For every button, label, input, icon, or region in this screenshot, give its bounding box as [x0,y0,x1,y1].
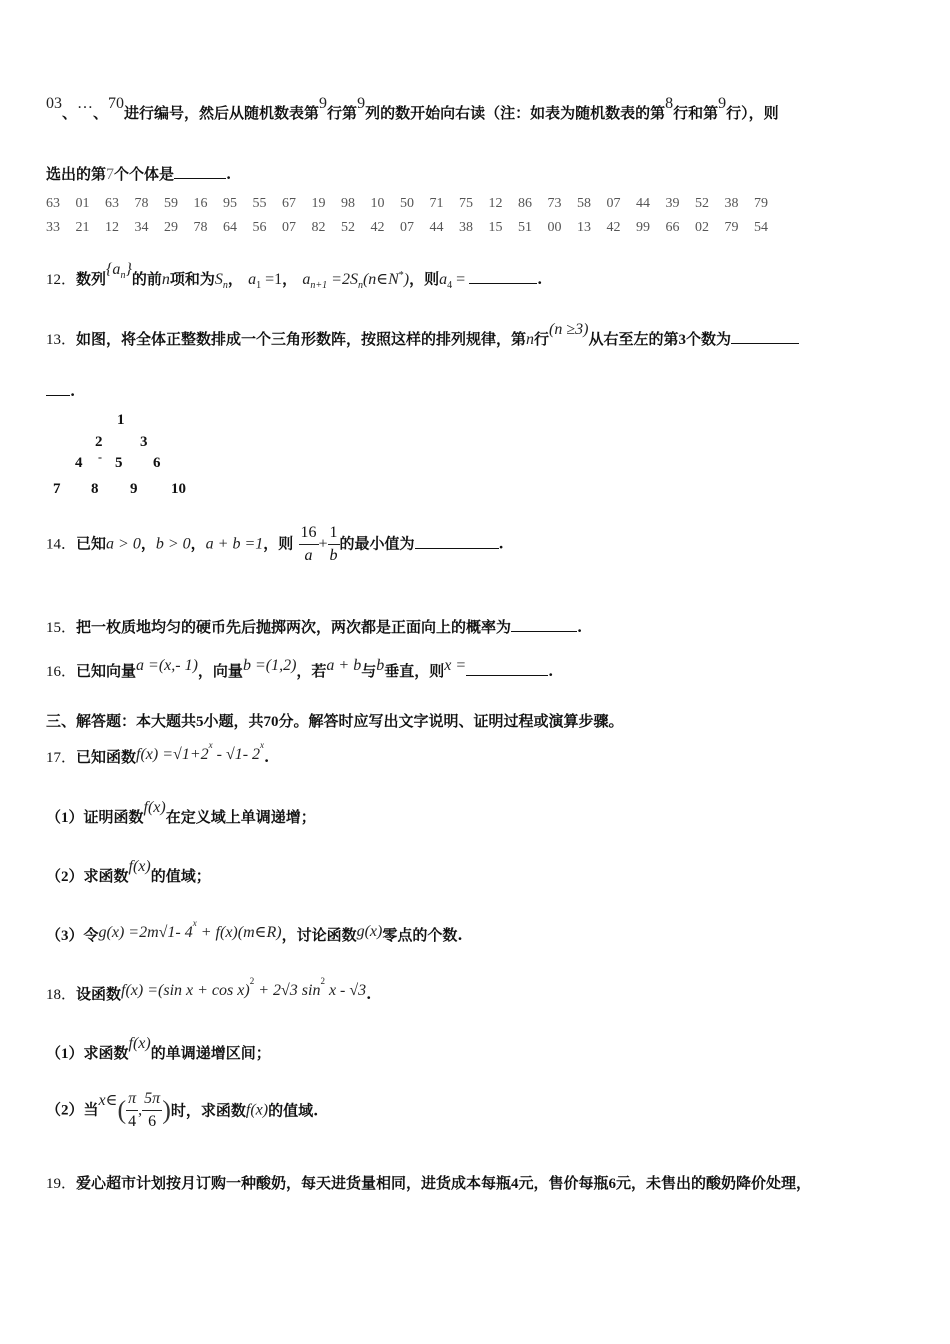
q11-math: 8 [665,95,674,112]
q12-math: * [398,270,404,281]
q18-math: f(x) [245,1101,269,1119]
q18-text: 的单调递增区间； [150,1044,271,1062]
q17-part-3 [46,918,463,945]
question-16 [46,657,554,681]
answer-blank [174,177,226,179]
sec3-text: 三、解答题：本大题共 [46,712,197,730]
q18-math: + 2√3 sin [254,982,321,999]
q12-math: 1 [256,280,262,291]
q16-math: a + b [326,657,362,674]
q17-text: 零点的个数. [382,926,463,944]
question-number: 16． [46,664,77,680]
q16-text: 已知向量 [76,662,137,680]
sec3-text: 70 [263,714,279,730]
q11-line2 [46,163,231,184]
q18-text: 求函数 [83,1044,129,1062]
q17-text: 在定义域上单调递增； [165,808,316,826]
q19-text: 爱心超市计划按月订购一种酸奶，每天进货量相同，进货成本每瓶 [76,1174,512,1192]
q11-text: 行第 [327,104,358,122]
sec3-text: 分。解答时应写出文字说明、证明过程或演算步骤。 [278,712,624,730]
question-14 [46,522,504,567]
q18-text: 当 [83,1100,99,1119]
q14-text: ， [190,534,206,553]
tri-num: 9 [130,481,138,497]
tri-num: 2 [95,434,103,450]
q12-math: n+1 [310,280,328,291]
frac-denominator: 4 [128,1113,137,1130]
q18-text: 的值域. [268,1101,319,1120]
q18-math: f(x) =(sin x + cos x) [121,982,250,999]
q18-text: 设函数 [76,985,122,1003]
q12-math: ) [403,271,410,288]
q13-math: (n ≥3) [549,321,589,338]
q17-math: f(x) [143,799,166,816]
fraction-5pi-over-6 [142,1088,162,1133]
q16-math: a =(x,- 1) [136,657,198,674]
q17-math: f(x) [128,858,151,875]
q14-text: . [498,534,504,553]
q12-text: ， [282,270,298,288]
q18-math: f(x) [128,1035,151,1052]
part-number: （2） [46,1102,84,1119]
answer-blank [415,547,499,549]
part-number: （2） [46,869,84,885]
q11-line1 [46,95,779,123]
q12-text: . [537,270,543,288]
q14-text: ，则 [263,534,294,553]
q12-math: = [452,271,466,288]
q14-text: 已知 [76,534,107,553]
q17-text: ，讨论函数 [281,926,357,944]
q14-text: 的最小值为 [339,534,415,553]
answer-blank [469,282,537,284]
tri-num: 8 [91,481,99,497]
q11-text: 选出的第 [46,165,107,183]
q11-math-70: 70 [108,95,125,112]
question-number: 14． [46,536,77,553]
random-table-row-8: 63 01 63 78 59 16 95 55 67 19 98 10 50 71 75 12 86 73 58 07 44 39 52 38 79 [46,196,768,211]
q11-math-ellipsis: … [77,95,94,112]
frac-numerator: 5π [142,1088,162,1111]
q13-text: 从右至左的第 [588,330,679,348]
question-number: 15． [46,620,77,636]
frac-numerator: π [126,1088,138,1111]
q18-math: 2 [249,976,255,986]
q14-math: + [318,535,328,553]
q12-math: =1 [261,271,283,288]
q18-math: 2 [320,976,325,986]
q19-text: 6 [608,1176,617,1192]
q17-text: 证明函数 [83,808,144,826]
q12-math: (n∈N [362,271,399,288]
q11-sep: 、 [93,104,109,122]
q12-math: a [248,271,257,288]
sec3-text: 小题，共 [203,712,264,730]
q11-math: 7 [106,166,115,183]
q14-text: ， [140,534,156,553]
q16-text: ，向量 [197,662,243,680]
q11-math-03: 03 [46,95,62,112]
frac-denominator: a [304,547,313,564]
q12-math: } [125,261,132,278]
q13-text: 3 [678,332,686,348]
q17-math: - √1- 2 [212,746,261,763]
question-12 [46,261,543,291]
q12-math: n [357,280,363,291]
q11-sep: 、 [62,104,78,122]
question-number: 17． [46,750,77,766]
q13-text: 行 [534,330,550,348]
q12-math: a [302,271,311,288]
q19-text: 元，未售出的酸奶降价处理， [616,1174,812,1192]
q11-text: 列的数开始向右读（注：如表为随机数表的第 [365,104,666,122]
q18-part-2 [46,1088,318,1133]
q17-text: 求函数 [83,867,129,885]
fraction-pi-over-4 [126,1088,138,1133]
q11-math: 9 [357,95,366,112]
frac-numerator: 16 [299,522,319,545]
q17-math: x [192,918,197,928]
q12-text: 项和为 [169,270,215,288]
q19-text: 4 [511,1176,519,1192]
q12-math: S [214,271,223,288]
sec3-text: 5 [196,714,204,730]
q15-text: . [577,618,583,636]
tri-num: 10 [171,481,186,497]
part-number: （3） [46,928,84,944]
tri-num: 6 [153,455,161,471]
question-17 [46,740,270,767]
q17-math: x [260,740,265,750]
q13-math: n [526,331,535,348]
q12-math: n [161,271,170,288]
question-13 [46,321,799,349]
q12-text: 的前 [131,270,162,288]
q12-math: n [222,280,228,291]
answer-blank [46,394,70,396]
q12-math: n [120,270,126,281]
fraction-1-over-b [328,522,340,567]
question-number: 18． [46,987,77,1003]
fraction-16-over-a [299,522,319,567]
q12-math: a [439,271,448,288]
q17-text: . [264,748,270,766]
frac-numerator: 1 [328,522,340,545]
q16-text: . [548,662,554,680]
q18-text: 时，求函数 [170,1101,246,1120]
q16-text: 垂直，则 [384,662,445,680]
q17-text: 已知函数 [76,748,137,766]
q16-math: x = [444,657,467,674]
q16-text: 与 [361,662,377,680]
q11-text: 行），则 [726,104,779,122]
q18-math: x∈ [98,1091,118,1109]
q16-math: b [376,657,385,674]
q14-math: a > 0 [106,535,141,553]
section-3-heading [46,710,624,731]
tri-num: 1 [117,412,125,428]
tri-num: 5 [115,455,123,471]
q13-text: 个数为 [686,330,732,348]
q16-math: b =(1,2) [242,657,297,674]
q11-text: 个个体是 [114,165,175,183]
q11-text: . [226,165,232,183]
q14-math: a + b =1 [205,535,264,553]
q12-math: {a [106,261,121,278]
q13-text: 如图，将全体正整数排成一个三角形数阵，按照这样的排列规律，第 [76,330,527,348]
q11-text: 行和第 [673,104,719,122]
q12-text: 数列 [76,270,107,288]
part-number: （1） [46,810,84,826]
q11-math: 9 [319,95,328,112]
q11-math: 9 [718,95,727,112]
part-number: （1） [46,1046,84,1062]
random-table-row-9: 33 21 12 34 29 78 64 56 07 82 52 42 07 44 38 15 51 00 13 42 99 66 02 79 54 [46,220,768,235]
frac-denominator: 6 [148,1113,157,1130]
answer-blank [466,674,548,676]
q13-text: . [70,382,76,400]
q16-text: ，若 [296,662,327,680]
tri-num: 4 [75,455,83,471]
q17-math: g(x) [356,923,383,940]
question-15 [46,616,582,637]
left-paren: ( [117,1095,127,1125]
q12-math: =2S [327,271,358,288]
q17-part-1 [46,799,316,827]
q12-text: ，则 [409,270,440,288]
question-18 [46,976,372,1004]
question-number: 12． [46,272,77,288]
tri-num: 3 [140,434,148,450]
q17-text: 的值域； [150,867,211,885]
q17-text: 令 [83,926,99,944]
q12-math: 4 [447,280,453,291]
q19-text: 元，售价每瓶 [518,1174,609,1192]
q18-part-1 [46,1035,271,1063]
tri-num: 7 [53,481,61,497]
question-number: 13． [46,332,77,348]
q15-text: 把一枚质地均匀的硬币先后抛掷两次，两次都是正面向上的概率为 [76,618,512,636]
q14-math: b > 0 [155,535,191,553]
q17-math: + f(x)(m∈R) [196,924,282,941]
q18-math: , [138,1101,143,1119]
tri-dash: - [98,450,102,464]
q17-part-2 [46,858,211,886]
q17-math: g(x) =2m√1- 4 [98,924,193,941]
q12-text: ， [227,270,243,288]
answer-blank [511,630,577,632]
question-19 [46,1172,811,1193]
right-paren: ) [162,1095,171,1125]
frac-denominator: b [329,547,338,564]
q18-math: x - √3 [324,982,367,999]
q11-text: 进行编号，然后从随机数表第 [124,104,320,122]
q13-line2 [46,382,75,400]
question-number: 19． [46,1176,77,1192]
q17-math: f(x) =√1+2 [136,746,209,763]
q18-text: . [366,985,372,1003]
q17-math: x [208,740,213,750]
answer-blank [731,342,799,344]
